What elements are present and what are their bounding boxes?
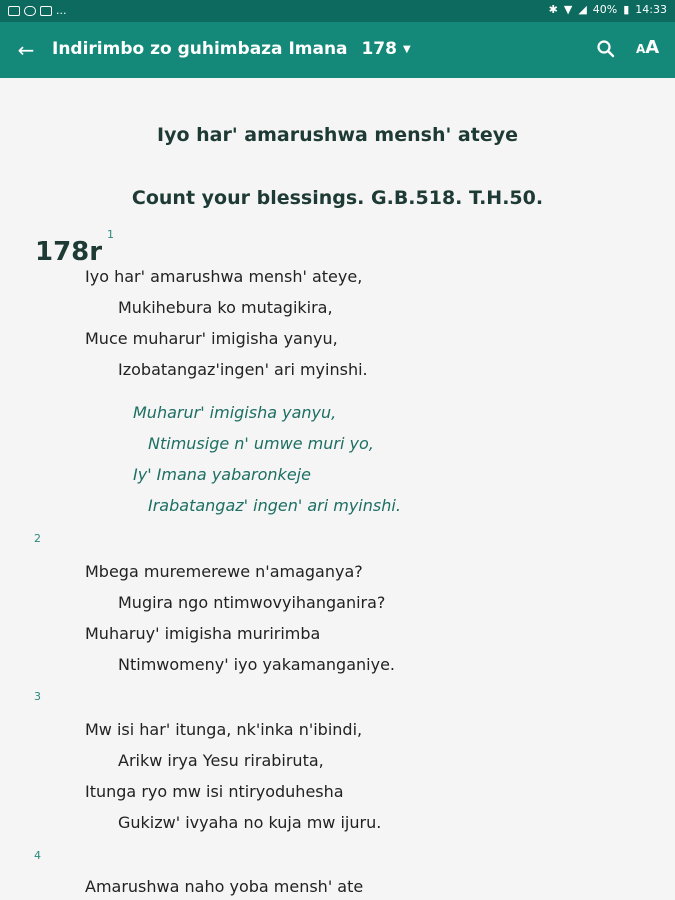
chorus-line: Irabatangaz' ingen' ari myinshi. [148,496,401,515]
chorus-line: Iy' Imana yabaronkeje [133,465,311,484]
verse-line: Muharuy' imigisha muririmba [85,624,321,643]
more-notifications: ... [56,4,67,17]
bluetooth-icon: ✱ [548,3,558,16]
verse-line: Arikw irya Yesu rirabiruta, [118,751,324,770]
app-bar [0,22,675,78]
chorus-line: Muharur' imigisha yanyu, [133,403,337,422]
verse-line: Itunga ryo mw isi ntiryoduhesha [85,782,344,801]
mail-notification-icon [40,6,52,16]
verse-line: Iyo har' amarushwa mensh' ateye, [85,267,363,286]
chevron-down-icon: ▼ [402,43,411,55]
search-icon[interactable] [594,37,618,61]
hymn-title: Iyo har' amarushwa mensh' ateye [157,124,518,146]
wifi-icon: ▼ [563,3,573,16]
verse-line: Gukizw' ivyaha no kuja mw ijuru. [118,813,382,832]
hymn-subtitle: Count your blessings. G.B.518. T.H.50. [131,187,544,209]
chorus-line: Ntimusige n' umwe muri yo, [148,434,374,453]
status-system [549,3,667,16]
verse-line: Mugira ngo ntimwovyihanganira? [118,593,386,612]
verse-line: Mbega muremerewe n'amaganya? [85,562,363,581]
verse-line: Muce muharur' imigisha yanyu, [85,329,338,348]
hymnal-title: Indirimbo zo guhimbaza Imana [52,39,348,59]
hymn-content [0,78,675,900]
call-notification-icon [24,6,36,16]
hymnal-selector[interactable] [52,39,411,59]
verse-line: Izobatangaz'ingen' ari myinshi. [118,360,368,379]
status-bar [0,0,675,22]
font-size-icon[interactable]: AA [636,37,660,58]
hymn-number-selector: 178 [361,39,397,59]
clock: 14:33 [635,3,667,16]
verse-number: 2 [34,532,41,545]
status-notifications [8,4,67,17]
verse-number: 4 [34,849,41,862]
battery-level: 40% [592,3,618,16]
verse-line: Amarushwa naho yoba mensh' ate [85,877,364,896]
verse-line: Mukihebura ko mutagikira, [118,298,333,317]
verse-number: 3 [34,690,41,703]
signal-icon: ◢ [578,3,587,16]
back-arrow-icon[interactable]: ← [17,38,35,62]
hymn-number: 178r [35,237,103,267]
image-notification-icon [8,6,20,16]
battery-icon: ▮ [623,3,630,16]
verse-line: Ntimwomeny' iyo yakamanganiye. [118,655,395,674]
verse-line: Mw isi har' itunga, nk'inka n'ibindi, [85,720,363,739]
verse-number: 1 [107,228,114,241]
